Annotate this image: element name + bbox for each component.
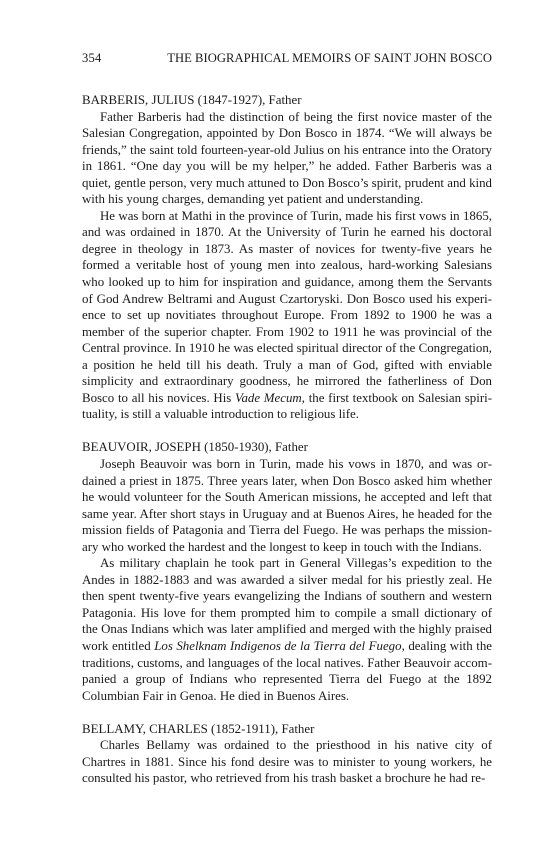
entry-heading: BARBERIS, JULIUS (1847-1927), Father [82, 93, 302, 107]
italic-title-text: Vade Mecum [235, 390, 302, 405]
entries-list [82, 92, 492, 787]
entry-paragraph [82, 456, 492, 555]
running-title: THE BIOGRAPHICAL MEMOIRS OF SAINT JOHN BOSCO [167, 51, 492, 65]
entry-paragraph [82, 737, 492, 787]
entry-paragraph [82, 109, 492, 208]
paragraph-text: Joseph Beauvoir was born in Turin, made his vows in 1870, and was ordained a priest in 1875. Three years later, when Don Bosco asked him whether he would volunteer for the South American missions, he accepted and left that same year. After short stays in Uruguay and at Buenos Aires, he headed for the mission fields of Patagonia and Tierra del Fuego. He was perhaps the missionary who worked the hardest and the longest to keep in touch with the Indians. [82, 456, 492, 554]
paragraph-text: He was born at Mathi in the province of Turin, made his first vows in 1865, and was ordained in 1870. At the University of Turin he earned his doctoral degree in theology in 1873. As master of novices for twenty-five years he formed a veritable host of young men into zealous, hard-working Salesians who looked up to him for inspiration and guidance, among them the Servants of God Andrew Beltrami and August Czartoryski. Don Bosco used his experience to set up novitiates throughout Europe. From 1892 to 1900 he was a member of the superior chapter. From 1902 to 1911 he was provincial of the Central province. In 1910 he was elected spiritual director of the Congregation, a position he held till his death. Truly a man of God, gifted with enviable simplicity and extraordinary goodness, he mirrored the fatherliness of Don Bosco to all his novices. His [82, 208, 492, 405]
entry-paragraph [82, 208, 492, 423]
paragraph-text: As military chaplain he took part in General Villegas’s expedition to the Andes in 1882-1883 and was awarded a silver medal for his priestly zeal. He then spent twenty-five years evangelizing the Indians of southern and western Patagonia. His love for them prompted him to compile a small dictionary of the Onas Indians which was later amplified and merged with the highly praised work entitled [82, 556, 492, 653]
paragraph-text: , the first textbook on Salesian spirituality, is still a valuable introduction to religious life. [82, 390, 492, 422]
paragraph-text: , dealing with the traditions, customs, and languages of the local natives. Father Beauvoir accompanied a group of Indians who represented Tierra del Fuego at the 1892 Columbian Fair in Genoa. He died in Buenos Aires. [82, 639, 492, 703]
biography-entry [82, 92, 492, 423]
paragraph-text: Charles Bellamy was ordained to the priesthood in his native city of Chartres in 1881. Since his fond desire was to minister to young workers, he consulted his pastor, who retrieved from his trash basket a brochure he had re- [82, 738, 492, 786]
biography-entry [82, 439, 492, 704]
entry-heading: BEAUVOIR, JOSEPH (1850-1930), Father [82, 440, 308, 455]
entry-paragraph [82, 555, 492, 704]
entry-heading: BELLAMY, CHARLES (1852-1911), Father [82, 721, 315, 736]
book-page [82, 50, 492, 803]
biography-entry [82, 721, 492, 787]
page-number: 354 [82, 51, 102, 65]
italic-title-text: Los Shelknam Indigenos de la Tierra del Fuego [154, 639, 402, 653]
paragraph-text: Father Barberis had the distinction of being the first novice master of the Salesian Congregation, appointed by Don Bosco in 1874. “We will always be friends,” the saint told fourteen-year-old Julius on his entrance into the Oratory in 1861. “One day you will be my helper,” he added. Father Barberis was a quiet, gentle person, very much attuned to Don Bosco’s spirit, prudent and kind with his young charges, demanding yet patient and understanding. [82, 109, 492, 207]
running-header [82, 50, 492, 66]
